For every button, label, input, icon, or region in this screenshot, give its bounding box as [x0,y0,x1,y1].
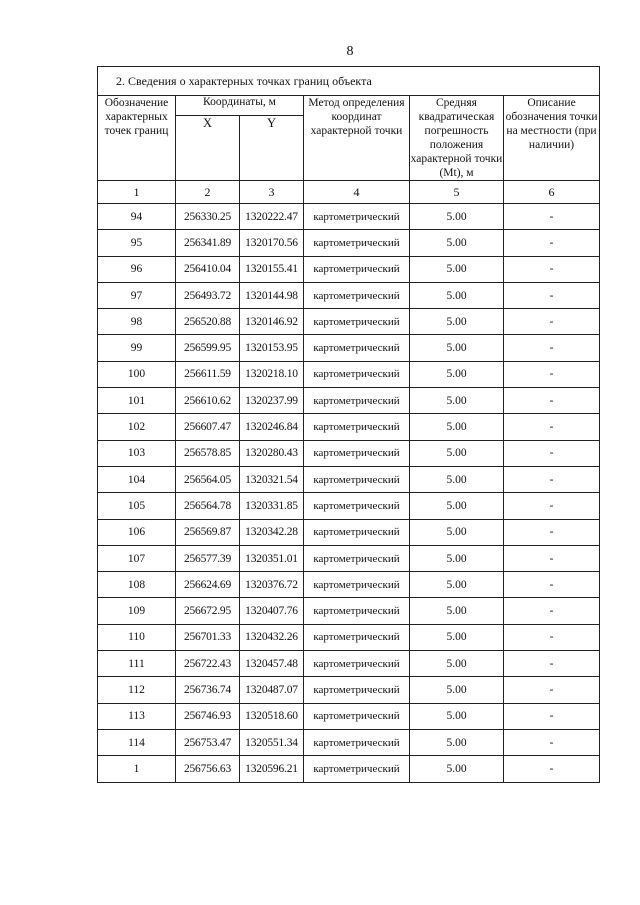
table-row [98,361,600,387]
table-row [98,545,600,571]
cell-coord-y: 1320280.43 [240,440,304,466]
cell-coord-x: 256564.05 [176,466,240,492]
cell-point-id: 109 [98,598,176,624]
cell-method: картометрический [304,651,410,677]
cell-coord-y: 1320407.76 [240,598,304,624]
cell-accuracy: 5.00 [410,282,504,308]
cell-description: - [504,572,600,598]
cell-description: - [504,519,600,545]
cell-coord-x: 256607.47 [176,414,240,440]
cell-method: картометрический [304,729,410,755]
cell-method: картометрический [304,703,410,729]
table-row [98,414,600,440]
cell-description: - [504,677,600,703]
cell-accuracy: 5.00 [410,309,504,335]
cell-coord-x: 256701.33 [176,624,240,650]
cell-description: - [504,230,600,256]
cell-coord-y: 1320351.01 [240,545,304,571]
column-number: 6 [504,181,600,204]
cell-method: картометрический [304,493,410,519]
cell-accuracy: 5.00 [410,440,504,466]
cell-coord-x: 256564.78 [176,493,240,519]
cell-method: картометрический [304,440,410,466]
cell-method: картометрический [304,677,410,703]
cell-coord-y: 1320146.92 [240,309,304,335]
cell-accuracy: 5.00 [410,388,504,414]
cell-description: - [504,335,600,361]
cell-point-id: 106 [98,519,176,545]
cell-point-id: 100 [98,361,176,387]
cell-description: - [504,651,600,677]
cell-coord-x: 256753.47 [176,729,240,755]
cell-method: картометрический [304,545,410,571]
cell-point-id: 111 [98,651,176,677]
cell-coord-x: 256599.95 [176,335,240,361]
cell-accuracy: 5.00 [410,572,504,598]
cell-coord-x: 256746.93 [176,703,240,729]
table-row [98,651,600,677]
column-number: 5 [410,181,504,204]
column-number: 3 [240,181,304,204]
cell-coord-y: 1320487.07 [240,677,304,703]
cell-coord-y: 1320218.10 [240,361,304,387]
cell-coord-x: 256756.63 [176,756,240,782]
cell-point-id: 98 [98,309,176,335]
cell-coord-y: 1320331.85 [240,493,304,519]
cell-point-id: 99 [98,335,176,361]
cell-coord-y: 1320596.21 [240,756,304,782]
cell-method: картометрический [304,598,410,624]
header-method: Метод определения координат характерной точки [304,96,410,181]
cell-accuracy: 5.00 [410,703,504,729]
cell-accuracy: 5.00 [410,651,504,677]
table-row [98,309,600,335]
header-designation: Обозначение характерных точек границ [98,96,176,181]
table-row [98,282,600,308]
cell-method: картометрический [304,335,410,361]
cell-description: - [504,414,600,440]
table-row [98,466,600,492]
cell-description: - [504,361,600,387]
cell-coord-y: 1320222.47 [240,204,304,230]
cell-coord-x: 256578.85 [176,440,240,466]
cell-method: картометрический [304,388,410,414]
header-y: Y [240,115,304,180]
cell-method: картометрический [304,414,410,440]
cell-method: картометрический [304,309,410,335]
header-coordinates: Координаты, м [176,96,304,116]
cell-coord-y: 1320551.34 [240,729,304,755]
cell-method: картометрический [304,204,410,230]
cell-description: - [504,256,600,282]
cell-method: картометрический [304,230,410,256]
cell-accuracy: 5.00 [410,598,504,624]
cell-coord-y: 1320153.95 [240,335,304,361]
table-row [98,624,600,650]
cell-description: - [504,624,600,650]
cell-accuracy: 5.00 [410,256,504,282]
cell-coord-x: 256610.62 [176,388,240,414]
cell-description: - [504,729,600,755]
header-description: Описание обозначения точки на местности (при наличии) [504,96,600,181]
cell-point-id: 110 [98,624,176,650]
cell-coord-x: 256611.59 [176,361,240,387]
page-number: 8 [346,44,354,59]
cell-coord-x: 256410.04 [176,256,240,282]
cell-method: картометрический [304,572,410,598]
cell-coord-y: 1320432.26 [240,624,304,650]
cell-coord-y: 1320246.84 [240,414,304,440]
cell-accuracy: 5.00 [410,545,504,571]
cell-point-id: 114 [98,729,176,755]
cell-point-id: 101 [98,388,176,414]
boundary-points-table [97,66,600,783]
cell-coord-y: 1320237.99 [240,388,304,414]
table-row [98,204,600,230]
cell-accuracy: 5.00 [410,414,504,440]
column-number: 1 [98,181,176,204]
cell-coord-x: 256520.88 [176,309,240,335]
header-x: X [176,115,240,180]
cell-description: - [504,703,600,729]
cell-point-id: 96 [98,256,176,282]
table-row [98,335,600,361]
table-row [98,519,600,545]
cell-point-id: 113 [98,703,176,729]
cell-accuracy: 5.00 [410,466,504,492]
cell-coord-y: 1320144.98 [240,282,304,308]
cell-point-id: 107 [98,545,176,571]
cell-coord-x: 256330.25 [176,204,240,230]
cell-accuracy: 5.00 [410,335,504,361]
cell-description: - [504,309,600,335]
cell-coord-x: 256624.69 [176,572,240,598]
cell-accuracy: 5.00 [410,519,504,545]
cell-method: картометрический [304,282,410,308]
cell-point-id: 108 [98,572,176,598]
table-row [98,703,600,729]
cell-point-id: 94 [98,204,176,230]
cell-accuracy: 5.00 [410,756,504,782]
column-numbers-row [98,181,600,204]
cell-coord-x: 256577.39 [176,545,240,571]
cell-point-id: 102 [98,414,176,440]
cell-coord-y: 1320155.41 [240,256,304,282]
column-number: 4 [304,181,410,204]
cell-method: картометрический [304,624,410,650]
table-row [98,256,600,282]
table-row [98,729,600,755]
cell-accuracy: 5.00 [410,361,504,387]
header-accuracy: Средняя квадратическая погрешность положения характерной точки (Mt), м [410,97,503,179]
cell-coord-x: 256672.95 [176,598,240,624]
column-number: 2 [176,181,240,204]
cell-coord-y: 1320321.54 [240,466,304,492]
cell-coord-y: 1320342.28 [240,519,304,545]
cell-method: картометрический [304,361,410,387]
cell-accuracy: 5.00 [410,729,504,755]
table-row [98,493,600,519]
cell-description: - [504,493,600,519]
cell-description: - [504,388,600,414]
table-row [98,440,600,466]
cell-point-id: 104 [98,466,176,492]
cell-accuracy: 5.00 [410,493,504,519]
cell-point-id: 112 [98,677,176,703]
cell-description: - [504,545,600,571]
cell-description: - [504,466,600,492]
table-row [98,388,600,414]
cell-description: - [504,756,600,782]
table-row [98,598,600,624]
cell-description: - [504,440,600,466]
cell-accuracy: 5.00 [410,204,504,230]
cell-coord-x: 256493.72 [176,282,240,308]
cell-description: - [504,204,600,230]
cell-point-id: 105 [98,493,176,519]
cell-description: - [504,598,600,624]
table-row [98,230,600,256]
cell-coord-x: 256341.89 [176,230,240,256]
cell-accuracy: 5.00 [410,677,504,703]
cell-coord-y: 1320518.60 [240,703,304,729]
cell-description: - [504,282,600,308]
table-row [98,756,600,782]
cell-method: картометрический [304,519,410,545]
cell-coord-x: 256722.43 [176,651,240,677]
cell-method: картометрический [304,756,410,782]
cell-accuracy: 5.00 [410,624,504,650]
cell-point-id: 103 [98,440,176,466]
cell-point-id: 1 [98,756,176,782]
section-title: 2. Сведения о характерных точках границ объекта [98,67,600,96]
cell-point-id: 97 [98,282,176,308]
cell-method: картометрический [304,466,410,492]
table-row [98,677,600,703]
table-body [98,204,600,783]
cell-method: картометрический [304,256,410,282]
cell-coord-y: 1320376.72 [240,572,304,598]
cell-coord-x: 256569.87 [176,519,240,545]
cell-coord-y: 1320457.48 [240,651,304,677]
cell-point-id: 95 [98,230,176,256]
cell-coord-x: 256736.74 [176,677,240,703]
table-row [98,572,600,598]
cell-accuracy: 5.00 [410,230,504,256]
cell-coord-y: 1320170.56 [240,230,304,256]
